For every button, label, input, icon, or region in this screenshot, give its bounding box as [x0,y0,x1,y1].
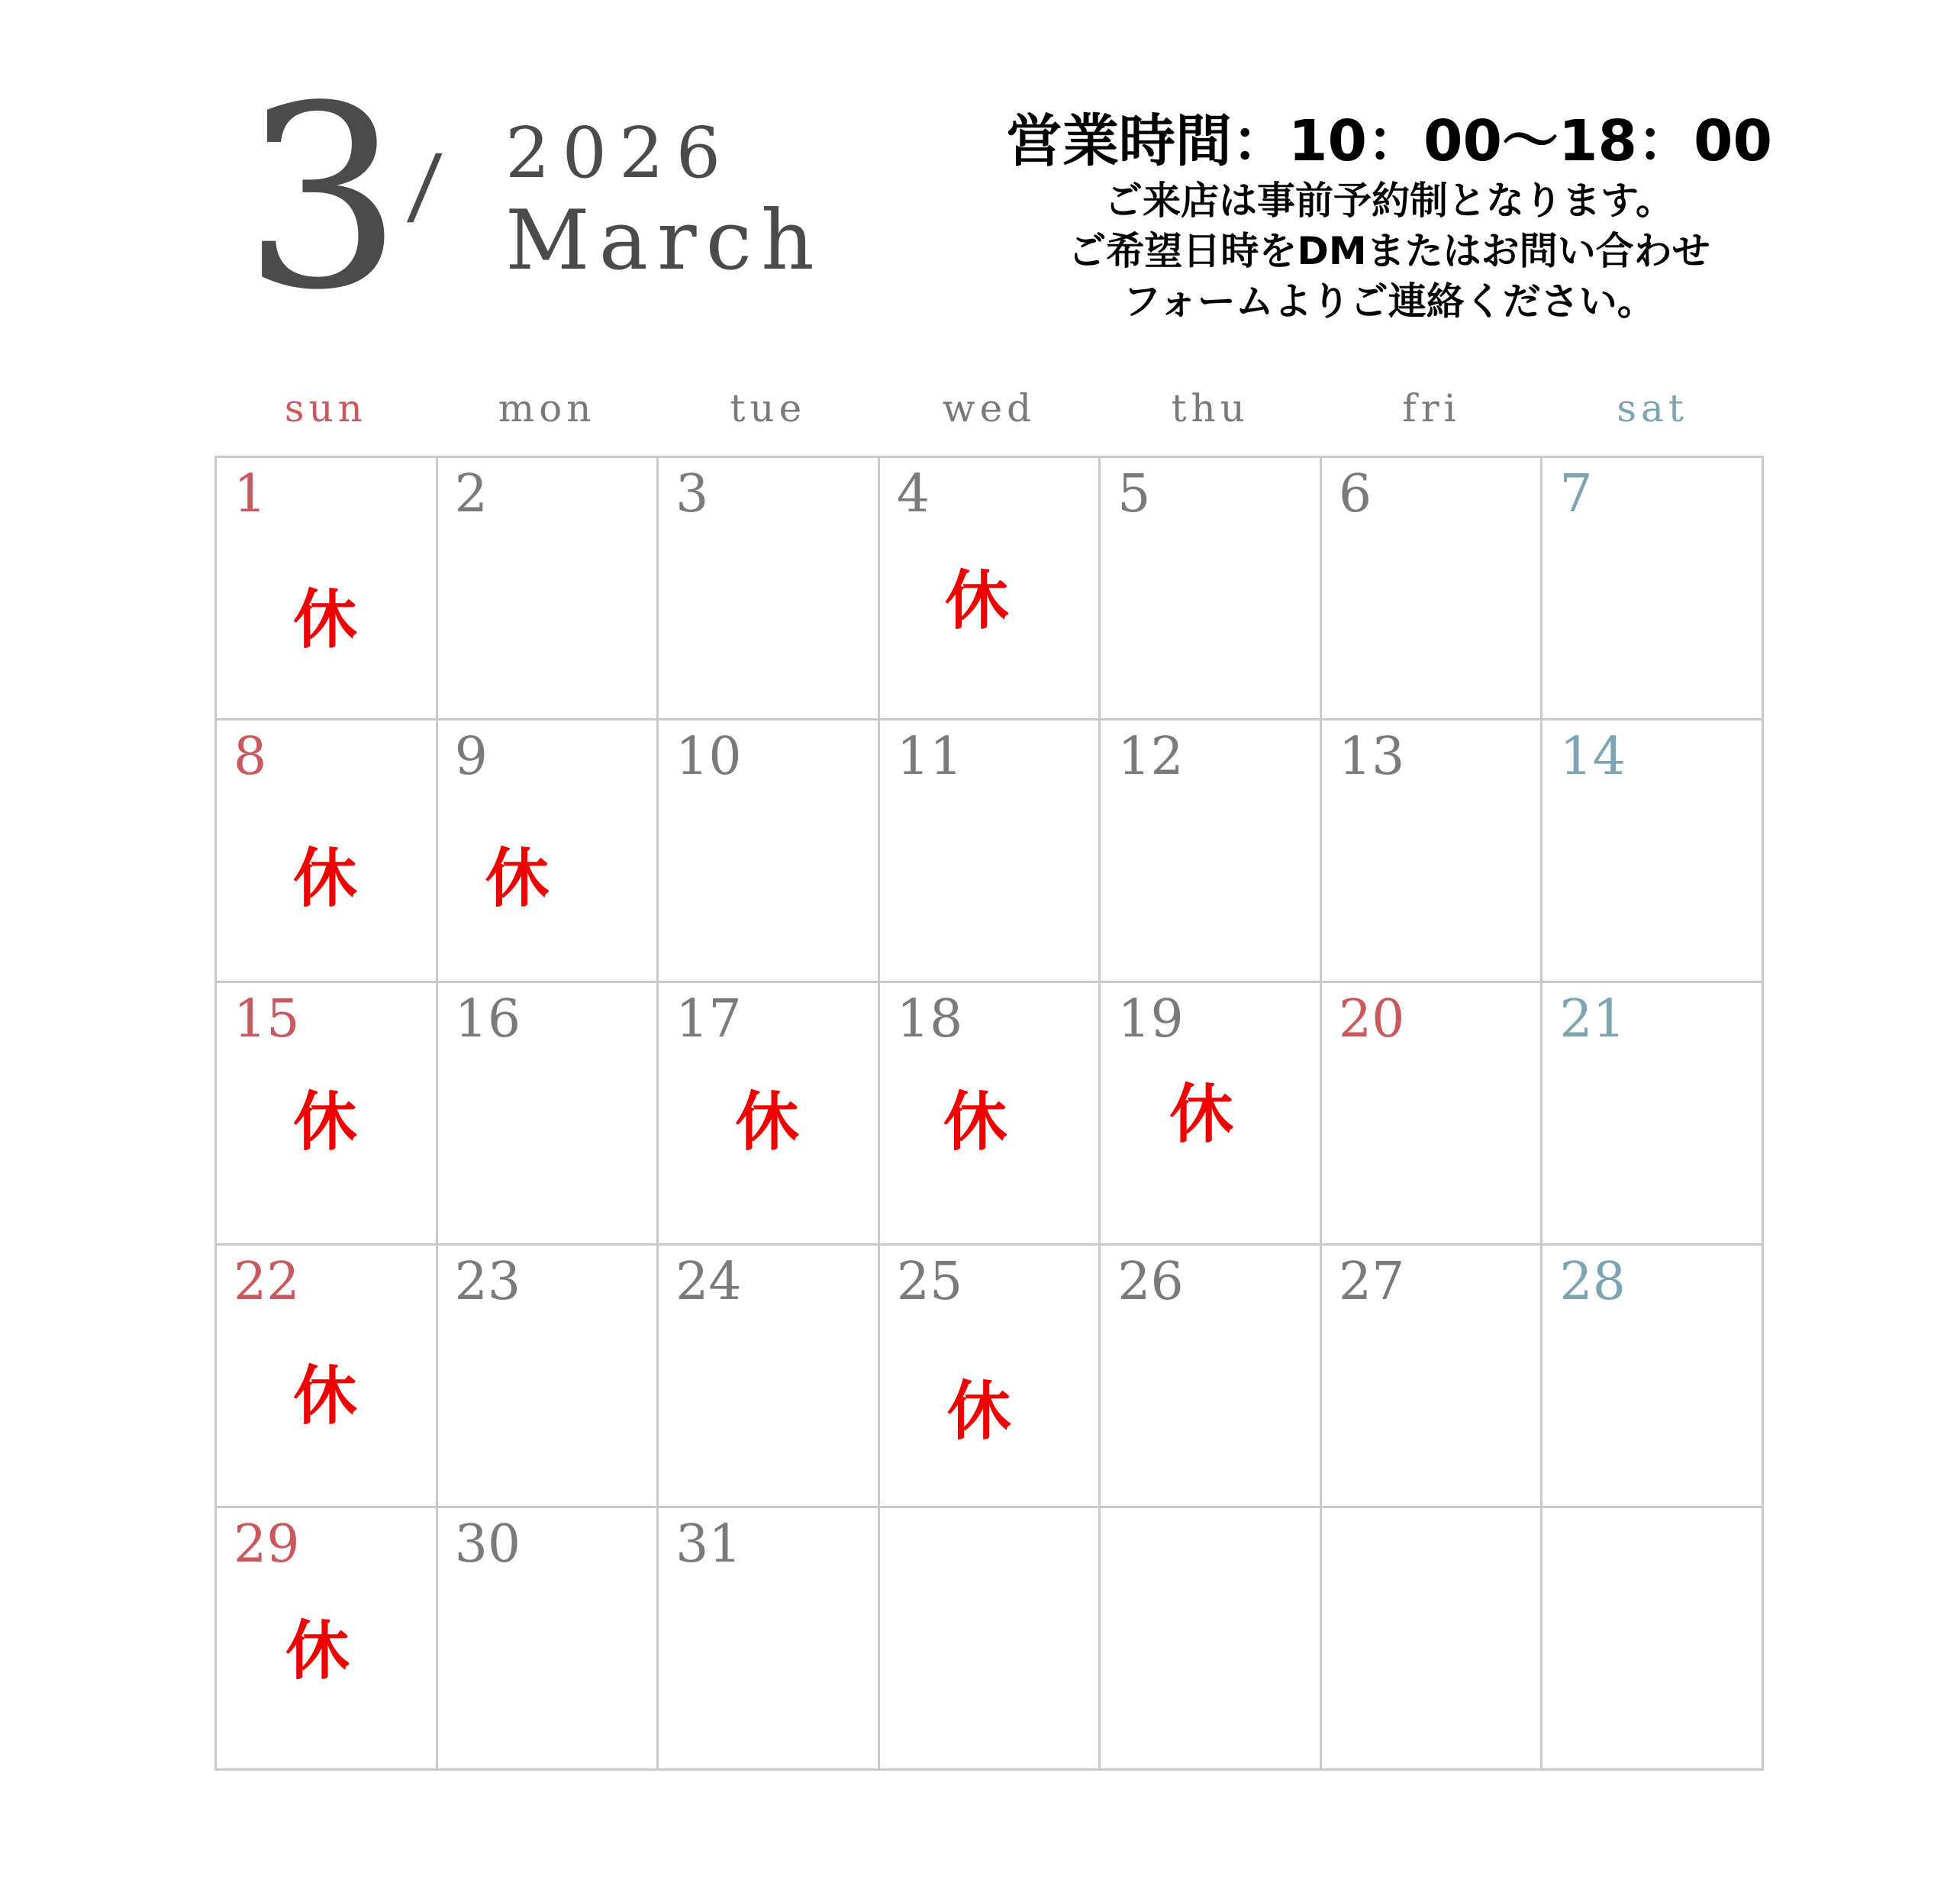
calendar-day-cell [217,1246,438,1508]
calendar-day-cell [659,1246,880,1508]
calendar-day-cell [1543,1246,1764,1508]
calendar-day-cell [880,720,1101,983]
calendar-day-cell [659,458,880,720]
day-number: 10 [675,727,742,787]
day-number: 19 [1117,989,1184,1049]
calendar-day-cell [1543,458,1764,720]
year-label: 2026 [505,112,733,194]
calendar-day-cell [1101,1246,1322,1508]
calendar-day-cell [880,1246,1101,1508]
calendar-empty-cell [1322,1508,1543,1771]
day-number: 20 [1338,989,1405,1049]
closed-day-mark: 休 [735,1085,800,1159]
calendar-day-cell [1322,720,1543,983]
calendar-day-cell [438,1246,659,1508]
closed-day-mark: 休 [285,1613,350,1688]
day-number: 21 [1559,989,1626,1049]
weekday-label-fri: fri [1402,386,1461,430]
calendar-empty-cell [880,1508,1101,1771]
day-number: 30 [454,1514,521,1575]
calendar-day-cell [659,1508,880,1771]
reservation-note-line: フォームよりご連絡ください。 [1123,279,1655,324]
business-hours: 営業時間：10：00〜18：00 [1006,108,1772,174]
day-number: 17 [675,989,742,1049]
calendar-day-cell [1543,720,1764,983]
day-number: 3 [675,464,709,524]
calendar-day-cell [217,1508,438,1771]
day-number: 6 [1338,464,1372,524]
calendar-day-cell [438,720,659,983]
day-number: 28 [1559,1252,1626,1312]
calendar-day-cell [1101,458,1322,720]
closed-day-mark: 休 [293,582,358,657]
day-number: 7 [1559,464,1593,524]
calendar-day-cell [880,983,1101,1246]
weekday-label-mon: mon [498,386,596,430]
calendar-empty-cell [1101,1508,1322,1771]
calendar-day-cell [1101,983,1322,1246]
calendar-day-cell [438,983,659,1246]
day-number: 5 [1117,464,1151,524]
day-number: 26 [1117,1252,1184,1312]
calendar-day-cell [1543,983,1764,1246]
calendar-day-cell [880,458,1101,720]
weekday-header [215,378,1763,439]
calendar-grid [214,456,1764,1771]
day-number: 14 [1559,727,1626,787]
day-number: 27 [1338,1252,1405,1312]
day-number: 13 [1338,727,1405,787]
calendar-empty-cell [1543,1508,1764,1771]
weekday-label-sun: sun [284,386,367,430]
weekday-label-wed: wed [942,386,1036,430]
weekday-label-thu: thu [1171,386,1249,430]
weekday-label-sat: sat [1617,386,1688,430]
reservation-note-line: ご希望日時をDMまたはお問い合わせ [1068,229,1710,273]
calendar-day-cell [1322,458,1543,720]
day-number: 8 [234,727,267,787]
day-number: 2 [454,464,488,524]
day-number: 16 [454,989,521,1049]
month-slash: / [405,137,444,234]
closed-day-mark: 休 [944,563,1009,638]
day-number: 18 [896,989,963,1049]
day-number: 12 [1117,727,1184,787]
day-number: 29 [234,1514,300,1575]
closed-day-mark: 休 [293,1359,358,1433]
calendar-day-cell [1322,1246,1543,1508]
closed-day-mark: 休 [1169,1077,1234,1152]
calendar-day-cell [217,983,438,1246]
business-info [992,107,1786,327]
day-number: 1 [234,464,267,524]
closed-day-mark: 休 [485,841,550,916]
calendar-day-cell [217,720,438,983]
day-number: 15 [234,989,300,1049]
closed-day-mark: 休 [946,1374,1011,1449]
month-number: 3 [243,52,403,345]
weekday-label-tue: tue [730,386,807,430]
calendar-day-cell [1101,720,1322,983]
calendar-day-cell [1322,983,1543,1246]
closed-day-mark: 休 [943,1085,1007,1159]
calendar-day-cell [217,458,438,720]
day-number: 9 [454,727,488,787]
day-number: 22 [234,1252,300,1312]
reservation-note-line: ご来店は事前予約制となります。 [1104,179,1674,223]
day-number: 4 [896,464,930,524]
day-number: 25 [896,1252,963,1312]
day-number: 24 [675,1252,742,1312]
calendar-day-cell [659,720,880,983]
calendar-day-cell [438,458,659,720]
closed-day-mark: 休 [293,1085,358,1159]
day-number: 23 [454,1252,521,1312]
month-name-label: March [505,193,824,289]
day-number: 31 [675,1514,742,1575]
closed-day-mark: 休 [293,841,358,916]
calendar-day-cell [659,983,880,1246]
calendar-day-cell [438,1508,659,1771]
day-number: 11 [896,727,963,787]
